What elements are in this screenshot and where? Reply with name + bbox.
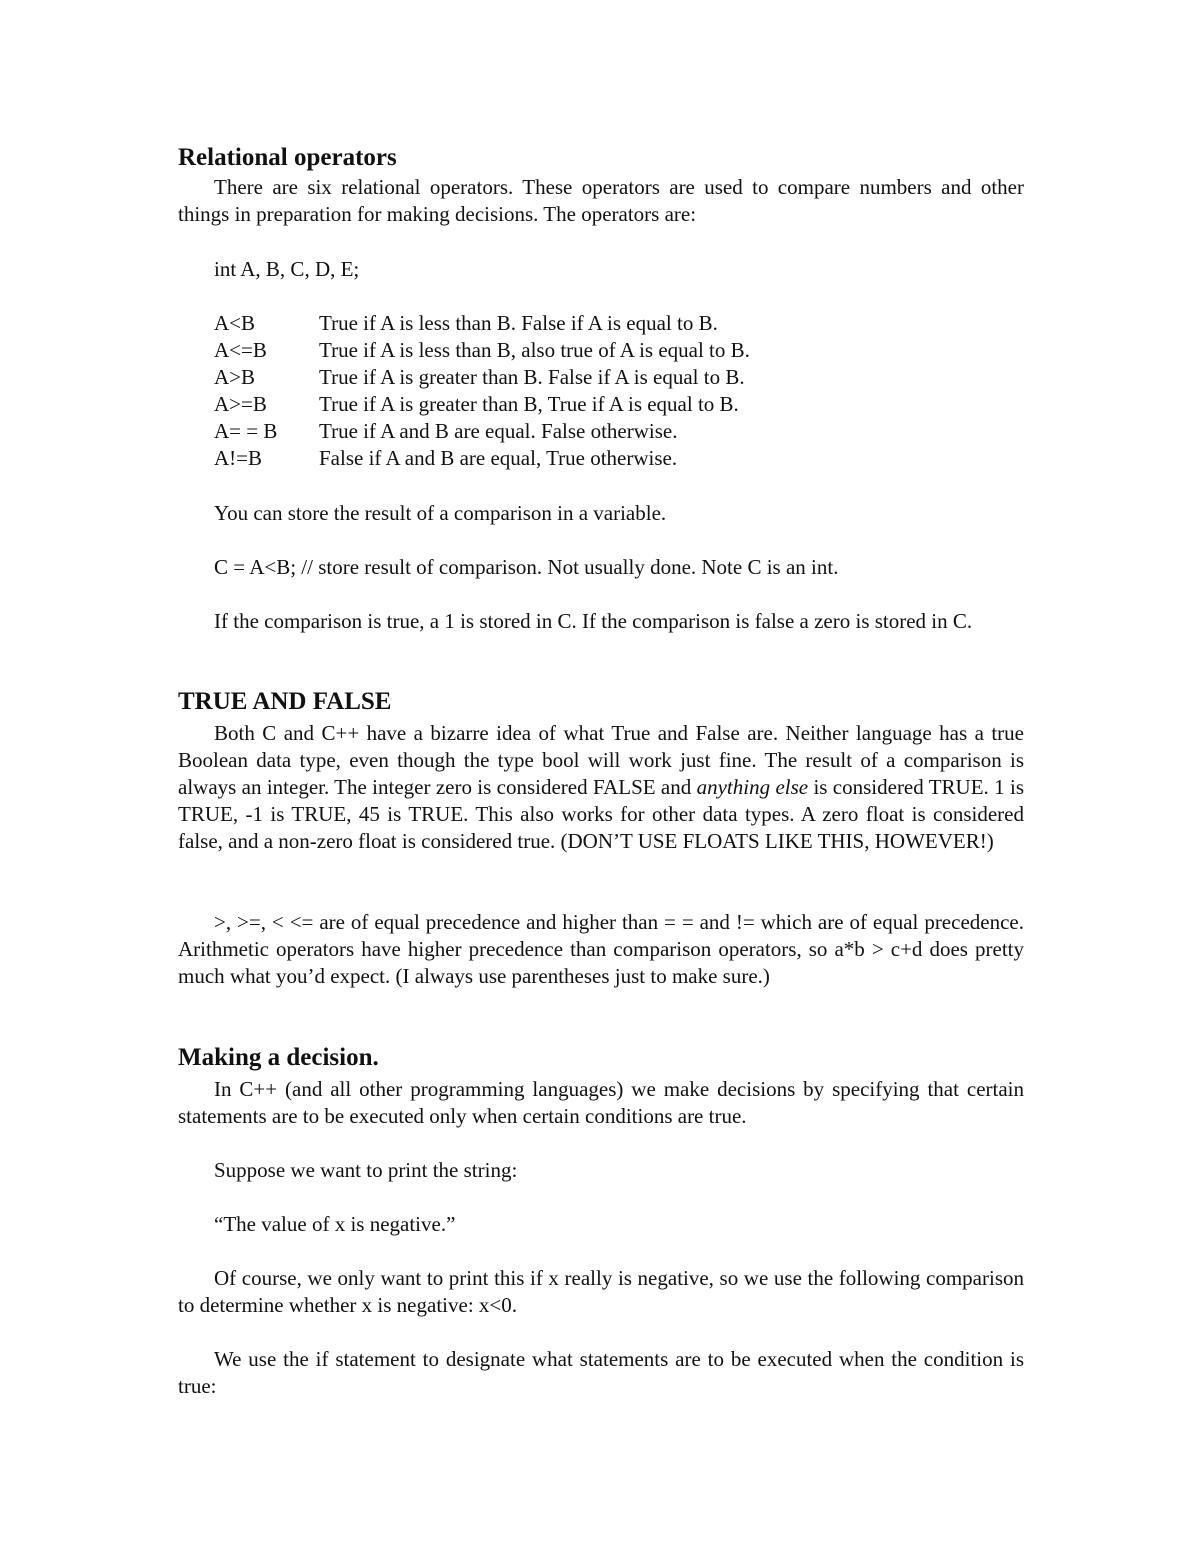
heading-true-and-false: TRUE AND FALSE <box>178 688 392 715</box>
operator-description: True if A and B are equal. False otherwise. <box>319 419 678 443</box>
declaration-line: int A, B, C, D, E; <box>214 257 360 281</box>
comparison-paragraph: Of course, we only want to print this if x really is negative, so we use the following comparison to determine whether x is negative: x<0. <box>178 1266 1024 1317</box>
code-line: C = A<B; // store result of comparison. Not usually done. Note C is an int. <box>214 555 839 579</box>
true-false-paragraph <box>178 720 1024 855</box>
emphasis-text: anything else <box>696 775 809 799</box>
operator-description: True if A is less than B, also true of A is equal to B. <box>319 338 750 362</box>
store-text: You can store the result of a comparison in a variable. <box>214 501 667 525</box>
operator-description: True if A is greater than B. False if A is equal to B. <box>319 365 745 389</box>
heading-making-a-decision: Making a decision. <box>178 1044 379 1071</box>
quoted-string: “The value of x is negative.” <box>214 1212 456 1236</box>
decision-paragraph: In C++ (and all other programming languages) we make decisions by specifying that certain statements are to be executed only when certain conditions are true. <box>178 1077 1024 1128</box>
operator-symbol: A>=B <box>214 392 267 416</box>
operator-symbol: A!=B <box>214 446 263 470</box>
operator-symbol: A<B <box>214 311 256 335</box>
precedence-paragraph: >, >=, < <= are of equal precedence and higher than = = and != which are of equal precedence. Arithmetic operators have higher precedence than comparison operators, so a*b > c+d does pretty much what you’d expect. (I always use parentheses just to make sure.) <box>178 910 1024 988</box>
operator-symbol: A>B <box>214 365 256 389</box>
operator-description: True if A is greater than B, True if A is equal to B. <box>319 392 739 416</box>
operator-symbol: A= = B <box>214 419 278 443</box>
operator-description: True if A is less than B. False if A is equal to B. <box>319 311 718 335</box>
operator-symbol: A<=B <box>214 338 267 362</box>
result-paragraph: If the comparison is true, a 1 is stored in C. If the comparison is false a zero is stored in C. <box>214 609 973 633</box>
suppose-text: Suppose we want to print the string: <box>214 1158 518 1182</box>
intro-paragraph: There are six relational operators. These operators are used to compare numbers and other things in preparation for making decisions. The operators are: <box>178 175 1024 226</box>
paragraph-text: is considered TRUE. 1 is TRUE, -1 is TRUE, 45 is TRUE. This also works for other data types. A zero float is considered false, and a non-zero float is considered true. (DON’T USE FLOATS LIKE THIS, HOWEVER!) <box>178 775 1024 853</box>
if-statement-paragraph: We use the if statement to designate what statements are to be executed when the condition is true: <box>178 1347 1024 1398</box>
heading-relational-operators: Relational operators <box>178 144 397 171</box>
operator-description: False if A and B are equal, True otherwise. <box>319 446 678 470</box>
paragraph-text: Both C and C++ have a bizarre idea of what True and False are. Neither language has a true Boolean data type, even though the type bool will work just fine. The result of a comparison is always an integer. The integer zero is considered FALSE and <box>178 721 1024 799</box>
